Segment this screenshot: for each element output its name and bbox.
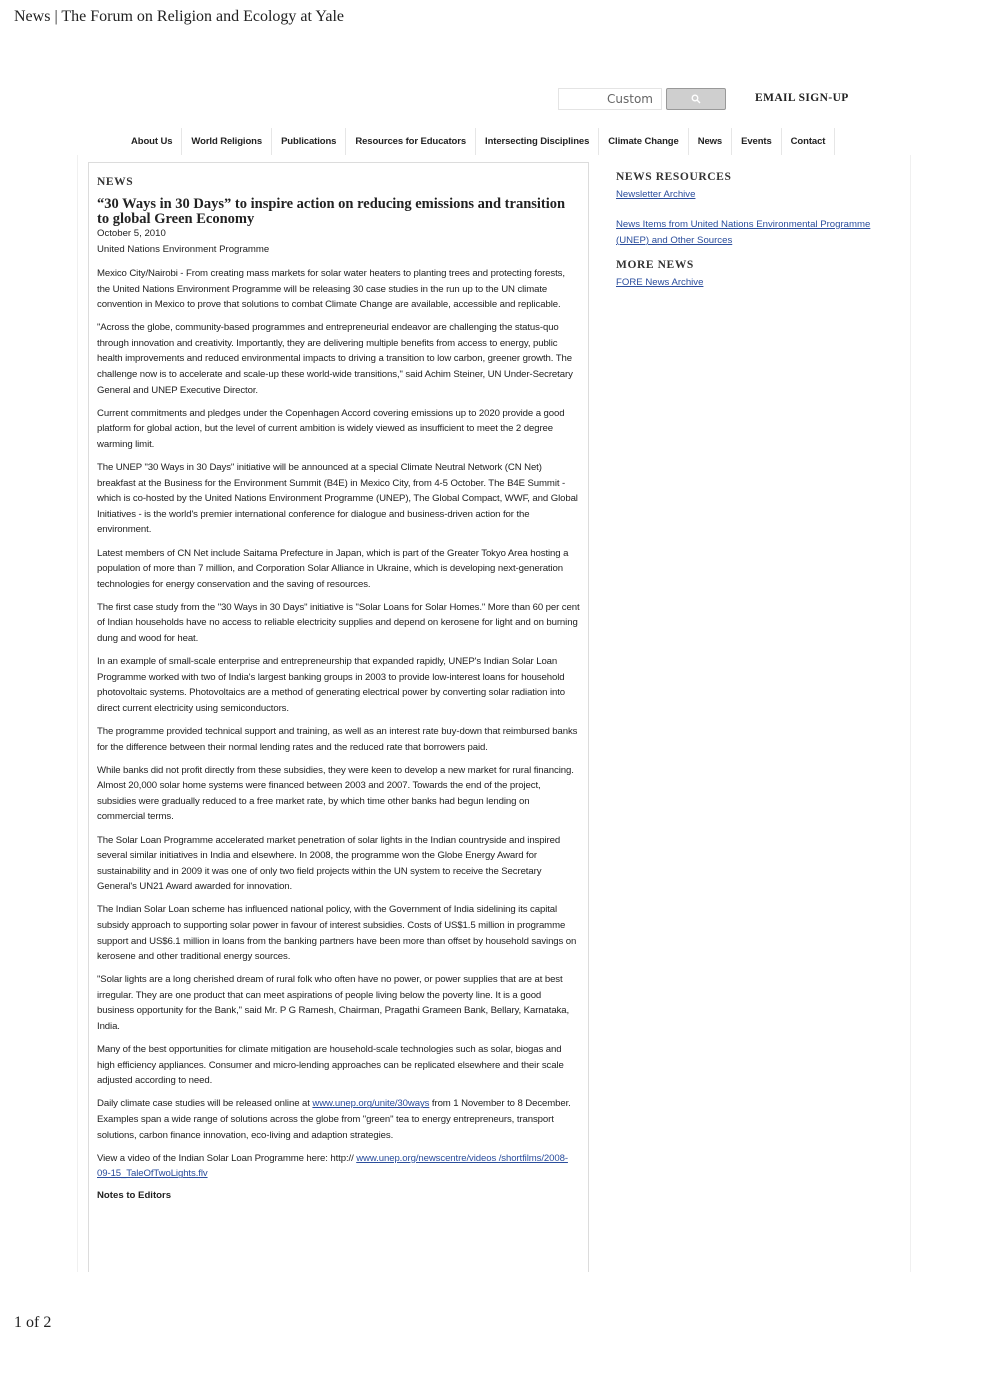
nav-item-intersecting-disciplines[interactable]: Intersecting Disciplines	[476, 128, 599, 155]
newsletter-archive-link[interactable]: Newsletter Archive	[616, 189, 696, 200]
search-input[interactable]: Custom	[558, 88, 662, 110]
main-nav	[122, 128, 835, 155]
article-paragraph: Many of the best opportunities for climate mitigation are household-scale technologies such as solar, biogas and high efficiency appliances. Consumer and micro-lending approaches can be replicated elsewhere and their scale adjusted according to need.	[97, 1044, 564, 1087]
video-link[interactable]: www.unep.org/newscentre/videos /shortfilms/2008-09-15_TaleOfTwoLights.flv	[97, 1152, 568, 1180]
article-source: United Nations Environment Programme	[97, 244, 270, 255]
daily-text-after: from 1 November to 8 December. Examples span a wide range of solutions across the globe from "green" tea to energy entrepreneurs, transport solutions, carbon finance innovation, eco-living and adaption strategies.	[97, 1098, 571, 1141]
print-page-title: News | The Forum on Religion and Ecology at Yale	[14, 8, 344, 25]
article-paragraph: The Indian Solar Loan scheme has influenced national policy, with the Government of India sidelining its capital subsidy approach to supporting solar power in favour of interest subsidies. Costs of US$1.5 million in programme support and US$6.1 million in loans from the banking partners have been more than offset by household savings on kerosene and other traditional energy sources.	[97, 904, 577, 963]
more-news-heading: MORE NEWS	[616, 259, 694, 271]
article-paragraph: In an example of small-scale enterprise and entrepreneurship that expanded rapidly, UNEP's Indian Solar Loan Programme worked with two of India's largest banking groups in 2003 to provide low-interest loans for household photovoltaic systems. Photovoltaics are a method of generating electrical power by converting solar radiation into direct current electricity using semiconductors.	[97, 656, 566, 714]
article-paragraph: While banks did not profit directly from these subsidies, they were keen to develop a new market for rural financing. Almost 20,000 solar home systems were financed between 2003 and 2007. Towards the end of the project, subsidies were gradually reduced to a free market rate, by which time other banks had begun lending on commercial terms.	[97, 764, 574, 823]
nav-item-publications[interactable]: Publications	[272, 128, 346, 155]
video-paragraph	[97, 1151, 580, 1182]
article-paragraph: The UNEP "30 Ways in 30 Days" initiative will be announced at a special Climate Neutral Network (CN Net) breakfast at the Business for the Environment Summit (B4E) in Mexico City, from 4-5 October. The B4E Summit - which is co-hosted by the United Nations Environment Programme (UNEP), The Global Compact, WWF, and Global Initiatives - is the world's premier international conference for dialogue and business-driven action for the environment.	[97, 462, 578, 536]
article-paragraph: The programme provided technical support and training, as well as an interest rate buy-down that reimbursed banks for the difference between their normal lending rates and the reduced rate that borrowers paid.	[97, 725, 578, 753]
page-border-left	[77, 155, 78, 1272]
fore-news-archive-link[interactable]: FORE News Archive	[616, 277, 704, 288]
article-date: October 5, 2010	[97, 228, 166, 239]
notes-to-editors-heading: Notes to Editors	[97, 1189, 172, 1201]
article-paragraph: Mexico City/Nairobi - From creating mass markets for solar water heaters to planting trees and protecting forests, the United Nations Environment Programme will be releasing 30 case studies in the run up to the UN climate convention in Mexico to prove that solutions to combat Climate Change are available, accessible and replicable.	[97, 268, 565, 311]
article-paragraph: Current commitments and pledges under the Copenhagen Accord covering emissions up to 2020 provide a good platform for global action, but the level of current ambition is widely viewed as insufficient to meet the 2 degree warming limit.	[97, 407, 565, 450]
nav-item-events[interactable]: Events	[732, 128, 782, 155]
article-paragraph: Latest members of CN Net include Saitama Prefecture in Japan, which is part of the Greater Tokyo Area hosting a population of more than 7 million, and Corporation Solar Alliance in Ukraine, which is developing next-generation technologies for energy conservation and the saving of resources.	[97, 547, 569, 590]
daily-case-studies-paragraph	[97, 1096, 580, 1143]
article-paragraph: The first case study from the "30 Ways in 30 Days" initiative is "Solar Loans for Solar Homes." More than 60 per cent of Indian households have no access to reliable electricity supplies and depend on kerosene for light and on burning dung and wood for heat.	[97, 601, 580, 644]
nav-item-news[interactable]: News	[689, 128, 732, 155]
nav-item-climate-change[interactable]: Climate Change	[599, 128, 688, 155]
search-icon	[691, 94, 701, 104]
search-button[interactable]	[666, 88, 726, 110]
unep-30ways-link[interactable]: www.unep.org/unite/30ways	[312, 1098, 430, 1110]
daily-text-before: Daily climate case studies will be released online at	[97, 1098, 313, 1110]
section-heading: NEWS	[97, 176, 134, 188]
nav-item-contact[interactable]: Contact	[782, 128, 836, 155]
article-title: “30 Ways in 30 Days” to inspire action on reducing emissions and transition to global Green Economy	[97, 196, 566, 227]
sidebar	[616, 171, 901, 291]
article-paragraph: "Solar lights are a long cherished dream of rural folk who often have no power, or power supplies that are at best irregular. They are one product that can meet aspirations of people living below the poverty line. It is a good business opportunity for the Bank," said Mr. P G Ramesh, Chairman, Pragathi Grameen Bank, Bellary, Karnataka, India.	[97, 974, 570, 1033]
article-panel	[88, 162, 589, 1272]
article-paragraph: The Solar Loan Programme accelerated market penetration of solar lights in the Indian countryside and inspired several similar initiatives in India and elsewhere. In 2008, the programme won the Globe Energy Award for sustainability and in 2009 it was one of only two field projects within the UN system to receive the Secretary General's UN21 Award awarded for innovation.	[97, 834, 561, 893]
page-border-right	[910, 155, 911, 1272]
article-paragraph: "Across the globe, community-based programmes and entrepreneurial endeavor are challenging the status-quo through innovation and creativity. Importantly, they are delivering multiple benefits from access to energy, public health improvements and reduced environmental impacts to driving a transition to low carbon, greener growth. The challenge now is to accelerate and scale-up these world-wide transitions," said Achim Steiner, UN Under-Secretary General and UNEP Executive Director.	[97, 322, 573, 396]
print-page-number: 1 of 2	[14, 1314, 52, 1331]
email-signup-link[interactable]: EMAIL SIGN-UP	[755, 92, 849, 104]
nav-item-world-religions[interactable]: World Religions	[182, 128, 272, 155]
nav-item-resources-for-educators[interactable]: Resources for Educators	[346, 128, 476, 155]
unep-news-link[interactable]: News Items from United Nations Environmental Programme (UNEP) and Other Sources	[616, 219, 871, 246]
video-text-before: View a video of the Indian Solar Loan Programme here: http://	[97, 1152, 357, 1164]
nav-item-about-us[interactable]: About Us	[122, 128, 182, 155]
news-resources-heading: NEWS RESOURCES	[616, 171, 732, 183]
